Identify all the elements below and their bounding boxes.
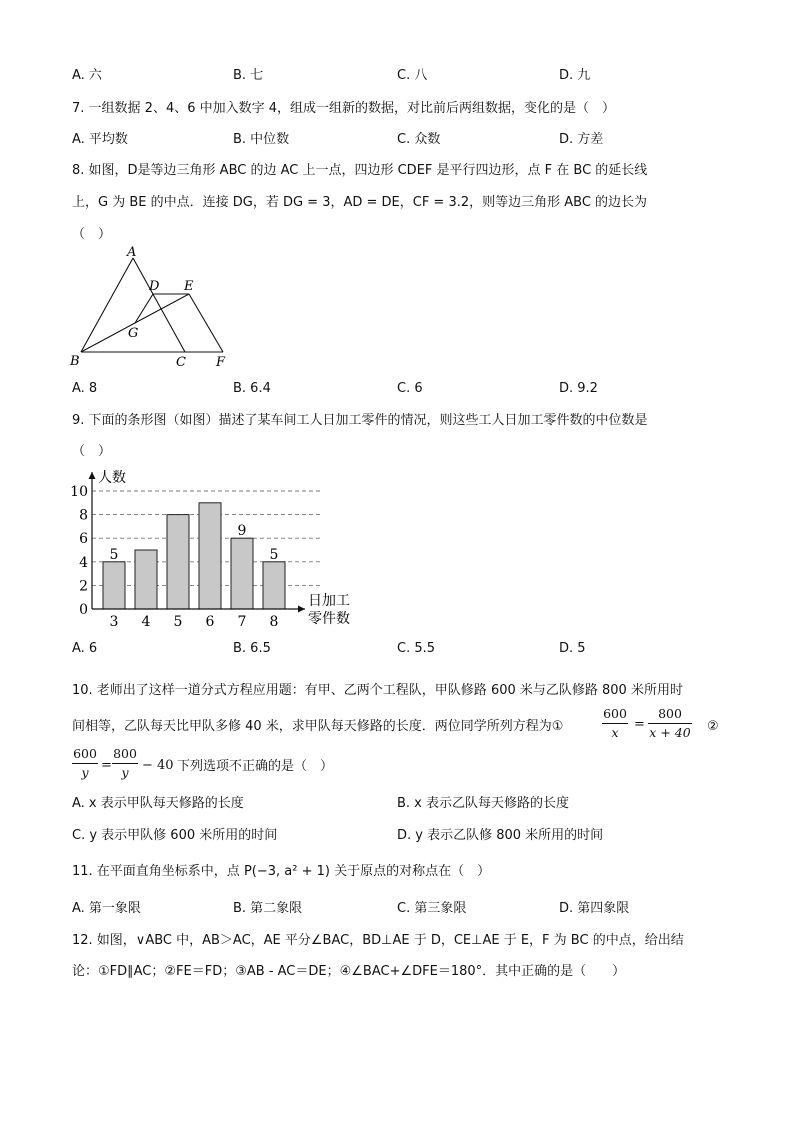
- y-tick-label: 6: [79, 531, 88, 548]
- seg-ef: [189, 294, 223, 352]
- q10-stem-line2: 间相等，乙队每天比甲队多修 40 米，求甲队每天修路的长度．两位同学所列方程为①: [72, 719, 564, 734]
- eq1-num-right: 800: [658, 706, 682, 721]
- y-tick-label: 4: [79, 554, 88, 571]
- q8-option-d: D. 9.2: [559, 381, 598, 396]
- x-tick-label: 8: [269, 614, 279, 630]
- q9-stem: 9. 下面的条形图（如图）描述了某车间工人日加工零件的情况，则这些工人日加工零件数的中位数是: [72, 413, 648, 428]
- y-axis-label: 人数: [98, 470, 126, 486]
- q12-stem-line1: 12. 如图，∨ABC 中，AB＞AC，AE 平分∠BAC，BD⊥AE 于 D，CE⊥AE 于 E，F 为 BC 的中点，给出结: [72, 933, 684, 948]
- y-tick-label: 10: [70, 484, 88, 500]
- eq1-equals: =: [634, 717, 645, 732]
- eq1-den-left: x: [611, 725, 619, 740]
- x-tick-label: 3: [109, 614, 119, 630]
- bar-5: [167, 515, 189, 609]
- eq2-num-right: 800: [113, 746, 137, 761]
- q10-stem-line3: 下列选项不正确的是（ ）: [177, 759, 334, 774]
- q10-option-c: C. y 表示甲队修 600 米所用的时间: [72, 828, 278, 843]
- q8-stem-line2: 上，G 为 BE 的中点．连接 DG，若 DG = 3，AD = DE，CF = 3.2，则等边三角形 ABC 的边长为: [72, 195, 648, 210]
- label-f: F: [216, 355, 226, 370]
- eq2-tail: − 40: [142, 758, 174, 773]
- y-tick-label: 8: [79, 507, 88, 524]
- q11-option-b: B. 第二象限: [233, 901, 303, 916]
- bar-4: [135, 550, 157, 609]
- q12-stem-line2: 论：①FD∥AC；②FE＝FD；③AB - AC＝DE；④∠BAC+∠DFE＝180°．其中正确的是（ ）: [72, 964, 626, 979]
- q6-option-d: D. 九: [559, 68, 591, 83]
- label-c: C: [176, 355, 186, 370]
- q6-option-c: C. 八: [397, 68, 428, 83]
- q11-option-c: C. 第三象限: [397, 901, 467, 916]
- eq2-frac-left: [72, 746, 98, 781]
- eq-circle-2: ②: [707, 719, 719, 734]
- bar-8: [263, 562, 285, 609]
- q7-option-c: C. 众数: [397, 132, 441, 147]
- x-tick-label: 4: [141, 614, 151, 630]
- q9-option-d: D. 5: [559, 641, 586, 656]
- q9-paren: （ ）: [72, 444, 112, 459]
- q7-stem: 7. 一组数据 2、4、6 中加入数字 4，组成一组新的数据，对比前后两组数据，变化的是（ ）: [72, 101, 616, 116]
- q11-option-d: D. 第四象限: [559, 901, 630, 916]
- q8-option-c: C. 6: [397, 381, 423, 396]
- q7-option-b: B. 中位数: [233, 132, 290, 147]
- q6-option-a: A. 六: [72, 68, 102, 83]
- q8-option-b: B. 6.4: [233, 381, 271, 396]
- q10-stem-line1: 10. 老师出了这样一道分式方程应用题：有甲、乙两个工程队，甲队修路 600 米与乙队修路 800 米所用时: [72, 683, 683, 698]
- bar-7: [231, 538, 253, 609]
- q10-option-d: D. y 表示乙队修 800 米所用的时间: [397, 828, 604, 843]
- q9-option-a: A. 6: [72, 641, 98, 656]
- data-label: 5: [109, 546, 119, 563]
- eq1-num-left: 600: [603, 706, 627, 721]
- bar-6: [199, 503, 221, 609]
- q11-option-a: A. 第一象限: [72, 901, 141, 916]
- x-axis-label-2: 零件数: [308, 611, 350, 627]
- label-b: B: [70, 354, 80, 369]
- eq2-den-left: y: [81, 765, 89, 780]
- data-label: 5: [269, 546, 279, 563]
- x-tick-label: 6: [205, 614, 215, 630]
- x-axis-label-1: 日加工: [308, 593, 350, 609]
- q11-stem: 11. 在平面直角坐标系中，点 P(−3, a² + 1) 关于原点的对称点在（ ）: [72, 864, 491, 879]
- q10-option-a: A. x 表示甲队每天修路的长度: [72, 796, 244, 811]
- eq1-frac-right: [648, 706, 692, 741]
- q6-option-b: B. 七: [233, 68, 264, 83]
- eq2-num-left: 600: [73, 746, 97, 761]
- q8-option-a: A. 8: [72, 381, 98, 396]
- q8-stem-line1: 8. 如图，D是等边三角形 ABC 的边 AC 上一点，四边形 CDEF 是平行四边形，点 F 在 BC 的延长线: [72, 163, 648, 178]
- data-label: 9: [237, 523, 247, 540]
- q9-bar-chart: [60, 462, 370, 632]
- seg-ac: [133, 258, 185, 352]
- label-g: G: [128, 326, 139, 341]
- bar-3: [103, 562, 125, 609]
- label-e: E: [184, 279, 194, 294]
- eq2-frac-right: [112, 746, 138, 781]
- q8-paren: （ ）: [72, 227, 112, 242]
- q9-option-b: B. 6.5: [233, 641, 271, 656]
- q9-option-c: C. 5.5: [397, 641, 436, 656]
- x-tick-label: 5: [173, 614, 183, 630]
- x-tick-label: 7: [237, 614, 247, 630]
- q7-option-d: D. 方差: [559, 132, 604, 147]
- label-a: A: [127, 245, 137, 260]
- eq2-equals: =: [101, 758, 112, 773]
- q8-geometry-figure: [66, 245, 246, 375]
- q7-option-a: A. 平均数: [72, 132, 128, 147]
- y-tick-label: 2: [79, 578, 88, 595]
- eq2-den-right: y: [121, 765, 129, 780]
- label-d: D: [149, 279, 160, 294]
- eq1-den-right: x + 40: [649, 725, 691, 740]
- eq1-frac-left: [602, 706, 628, 741]
- y-tick-label: 0: [79, 602, 88, 618]
- q10-option-b: B. x 表示乙队每天修路的长度: [397, 796, 570, 811]
